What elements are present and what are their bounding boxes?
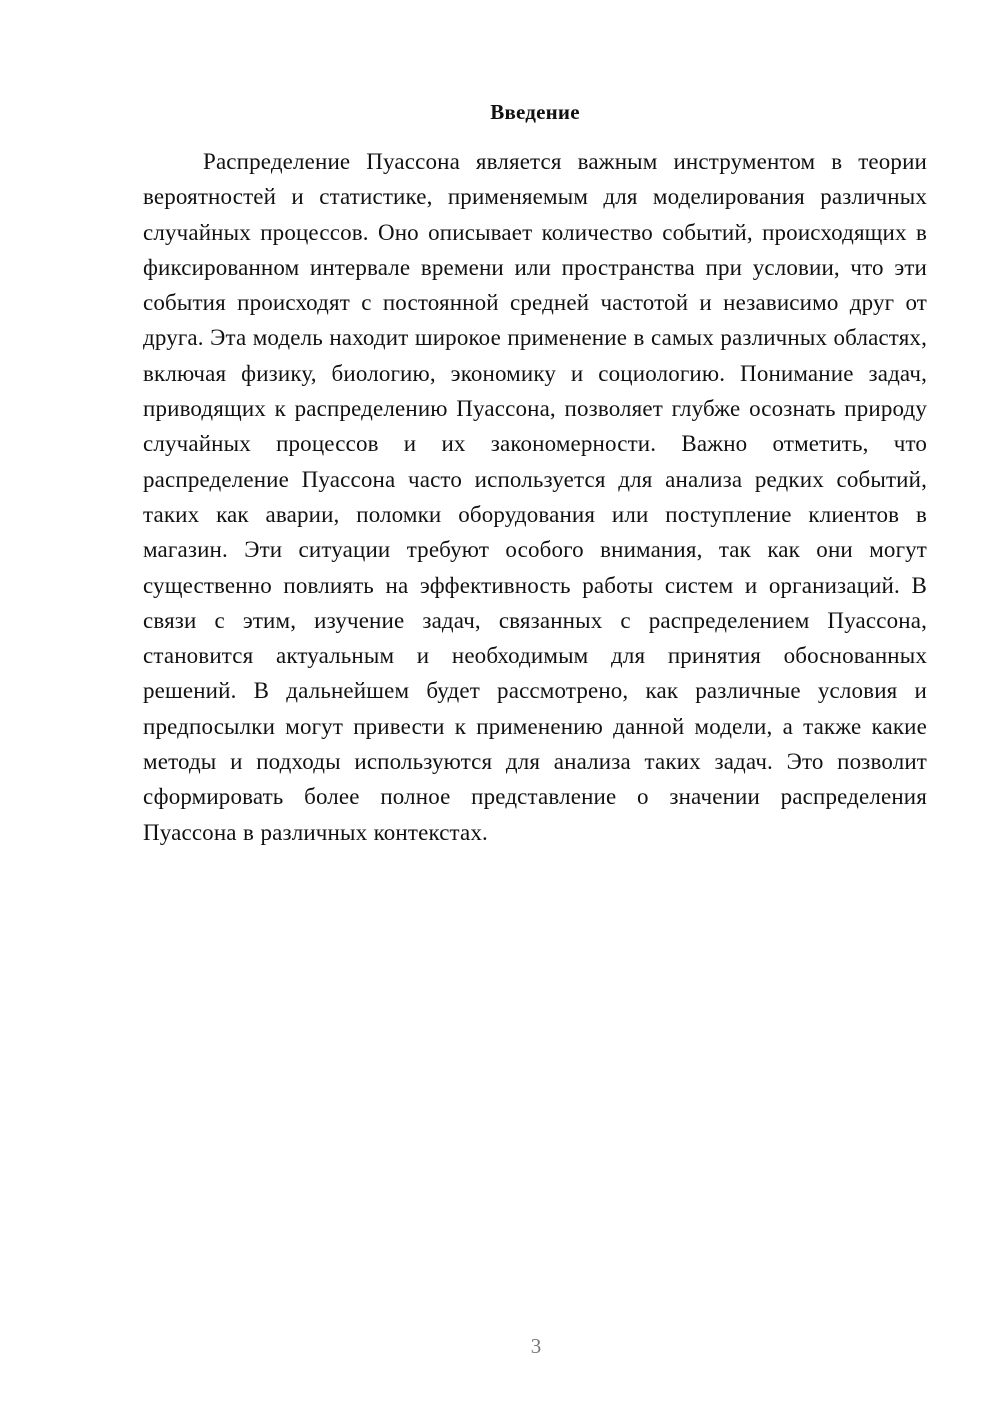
section-heading: Введение [490,100,580,124]
page-number: 3 [530,1334,542,1358]
introduction-paragraph: Распределение Пуассона является важным инструментом в теории вероятностей и статистике, применяемым для моделирования различных случайных процессов. Оно описывает количество событий, происходящих в фиксированном интервале времени или пространства при условии, что эти события происходят с постоянной средней частотой и независимо друг от друга. Эта модель находит широкое применение в самых различных областях, включая физику, биологию, экономику и социологию. Понимание задач, приводящих к распределению Пуассона, позволяет глубже осознать природу случайных процессов и их закономерности. Важно отметить, что распределение Пуассона часто используется для анализа редких событий, таких как аварии, поломки оборудования или поступление клиентов в магазин. Эти ситуации требуют особого внимания, так как они могут существенно повлиять на эффективность работы систем и организаций. В связи с этим, изучение задач, связанных с распределением Пуассона, становится актуальным и необходимым для принятия обоснованных решений. В дальнейшем будет рассмотрено, как различные условия и предпосылки могут привести к применению данной модели, а также какие методы и подходы используются для анализа таких задач. Это позволит сформировать более полное представление о значении распределения Пуассона в различных контекстах. [143,149,927,845]
